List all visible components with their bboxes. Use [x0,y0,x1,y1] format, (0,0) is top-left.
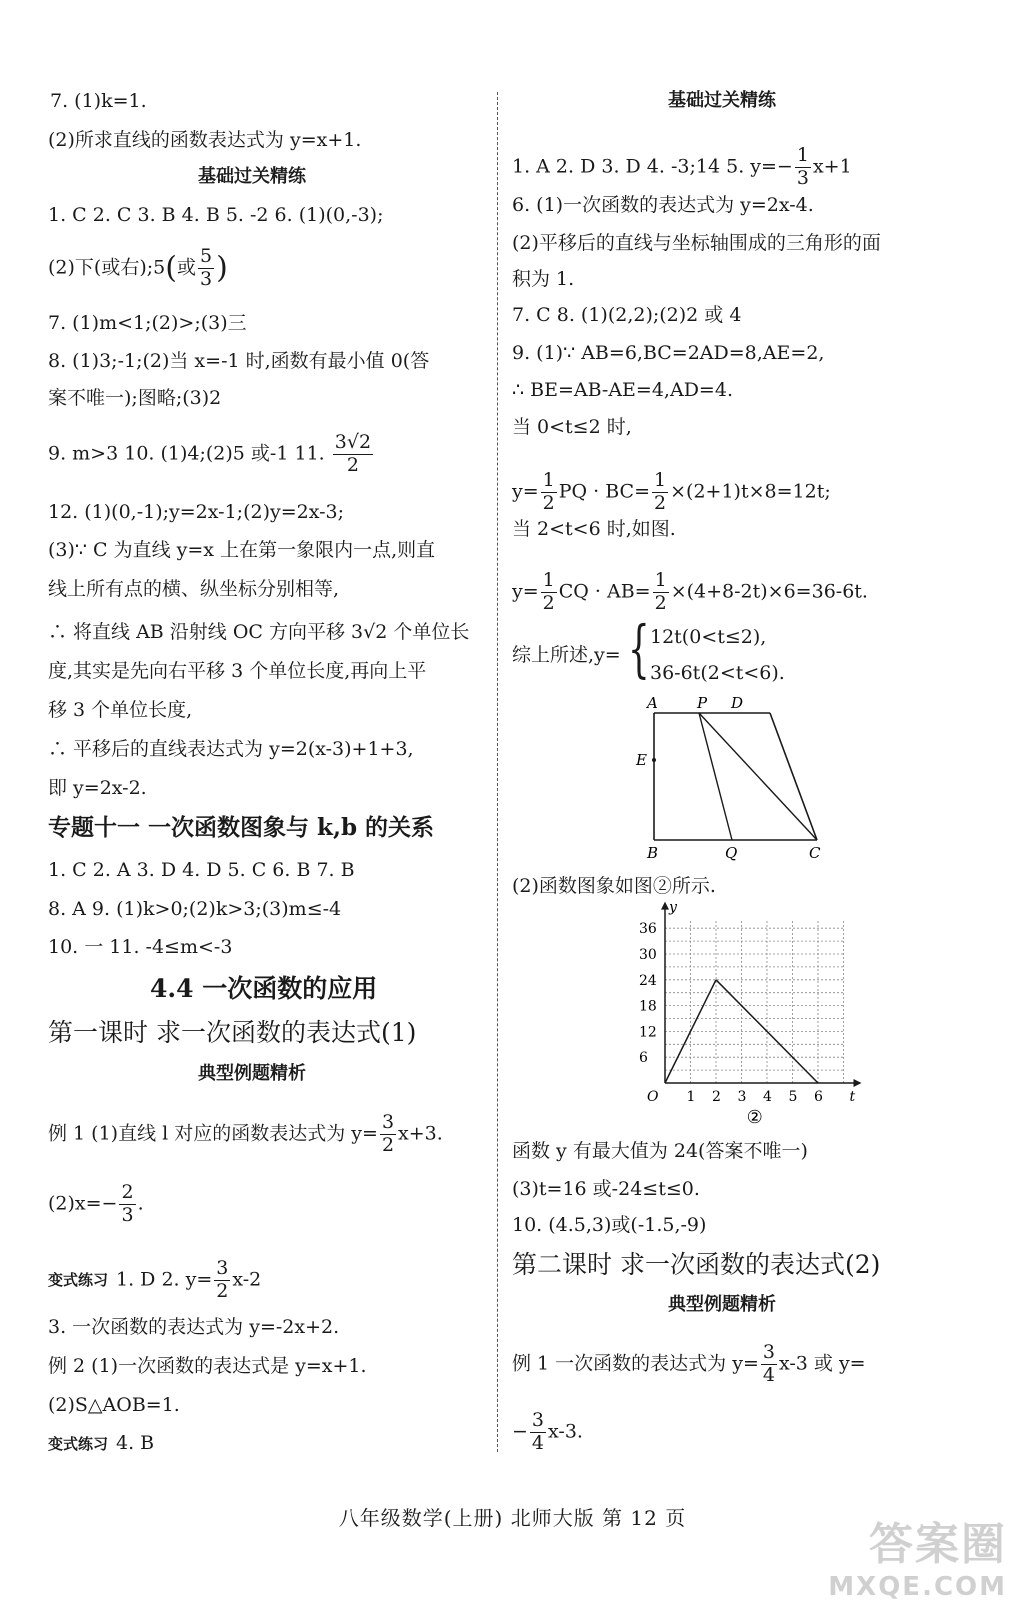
y-tick-label: 18 [639,998,657,1015]
fraction-numerator: 2 [121,1181,134,1203]
answers-1-5-end: x+1 [812,155,852,178]
fraction-denominator: 2 [216,1279,229,1302]
answer-9-max: 函数 y 有最大值为 24(答案不唯一) [512,1140,808,1162]
formula-text: y= [512,480,539,503]
y-axis-label: y [669,899,677,916]
fraction-denominator: 2 [542,591,555,614]
fraction-denominator: 4 [762,1363,775,1386]
answer-7-1: 7. (1)k=1. [50,90,147,112]
example-text-end: x-3 或 y= [778,1352,866,1375]
x-axis-label: t [849,1089,856,1105]
label-B: B [647,844,659,862]
fraction-denominator: 3 [199,267,213,290]
y-tick-label: 30 [639,947,657,963]
series-segment [665,980,716,1083]
answer-6-2: (2)下(或右);5(或 $\frac{5}{3}$ ) [48,245,228,290]
formula-text: PQ · BC= [558,480,651,503]
fraction-numerator: 3√2 [334,431,372,453]
piecewise-brace: { [628,612,650,685]
answer-12-line1: 12. (1)(0,-1);y=2x-1;(2)y=2x-3; [48,501,345,523]
answer-12-line4: ∴ 将直线 AB 沿射线 OC 方向平移 3√2 个单位长 [48,621,470,643]
example-text: 例 1 一次函数的表达式为 y= [512,1352,759,1375]
fraction-numerator: 1 [654,469,667,491]
variant-text-end: x-2 [232,1268,262,1291]
variant-practice-label: 变式练习 [48,1435,109,1453]
lesson-heading: 第一课时 求一次函数的表达式(1) [48,1018,417,1047]
fraction-numerator: 3 [381,1111,395,1133]
answer-6-2-text: (2)下(或右);5 [48,256,166,279]
fraction-denominator: 4 [531,1431,545,1454]
fraction-numerator: 1 [654,569,667,591]
function-graph [620,899,856,1130]
variant-text: 4. B [116,1432,155,1454]
label-E: E [636,751,647,769]
column-divider [497,92,498,1452]
answer-9-line4: 当 2<t<6 时,如图. [512,518,676,540]
topic-answers-10-11: 10. 一 11. -4≤m<-3 [48,936,233,958]
answer-9-line2: ∴ BE=AB-AE=4,AD=4. [512,379,733,401]
fraction-numerator: 3 [762,1341,775,1363]
y-tick-label: 36 [639,921,657,938]
x-tick-label: 2 [712,1089,721,1105]
origin-label: O [647,1089,659,1105]
answer-9-line1: 9. (1)∵ AB=6,BC=2AD=8,AE=2, [512,342,825,364]
answer-10: 10. (4.5,3)或(-1.5,-9) [512,1214,707,1236]
piecewise-case-2: 36-6t(2<t<6). [650,662,785,684]
answer-12-line3: 线上所有点的横、纵坐标分别相等, [48,578,340,600]
answer-7: 7. (1)m<1;(2)>;(3)三 [48,312,247,334]
y-tick-label: 6 [639,1050,648,1067]
example-2-part-1: 例 2 (1)一次函数的表达式是 y=x+1. [48,1355,367,1377]
answer-7-2: (2)所求直线的函数表达式为 y=x+1. [48,129,362,151]
formula-text: CQ · AB= [558,580,651,603]
fraction [541,570,557,615]
x-tick-label: 5 [788,1089,798,1105]
chapter-heading: 4.4 一次函数的应用 [150,974,378,1003]
example-1-part-2 [512,1410,583,1455]
chart-caption: ② [746,1107,763,1128]
x-axis-arrow [854,1079,862,1087]
fraction-numerator: 5 [199,245,213,267]
formula-text: ×(4+8-2t)×6=36-6t. [670,580,868,603]
answer-8-line2: 案不唯一);图略;(3)2 [48,387,222,409]
section-heading: 基础过关精练 [198,166,306,187]
label-C: C [809,844,821,862]
answers-7-8: 7. C 8. (1)(2,2);(2)2 或 4 [512,304,742,326]
fraction-denominator: 2 [542,491,555,514]
variant-practice-label: 变式练习 [48,1271,109,1290]
fraction-denominator: 2 [654,491,667,514]
label-Q: Q [725,844,738,862]
fraction-numerator: 1 [796,144,809,166]
example-1-part-2 [48,1182,144,1227]
answers-1-6: 1. C 2. C 3. B 4. B 5. -2 6. (1)(0,-3); [48,204,384,226]
answer-12-line5: 度,其实是先向右平移 3 个单位长度,再向上平 [48,660,427,682]
fraction-denominator: 2 [381,1133,395,1156]
period: . [137,1192,144,1215]
example-1-part-1 [48,1112,443,1157]
answer-9-3: (3)t=16 或-24≤t≤0. [512,1178,700,1200]
topic-heading: 专题十一 一次函数图象与 k,b 的关系 [48,814,435,841]
fraction-denominator: 2 [654,591,667,614]
example-1-text-end: x+3. [398,1122,443,1145]
fraction [198,246,214,291]
variant-practice-4 [48,1434,154,1453]
y-tick-label: 12 [639,1024,657,1041]
section-heading: 典型例题精析 [668,1294,776,1315]
answer-6-1: 6. (1)一次函数的表达式为 y=2x-4. [512,194,814,216]
answer-9-2: (2)函数图象如图②所示. [512,875,716,897]
answers-9-11-text: 9. m>3 10. (1)4;(2)5 或-1 11. [48,442,331,465]
example-2-part-2: (2)S△AOB=1. [48,1394,180,1416]
piecewise-summary-label: 综上所述,y= [512,644,621,666]
example-text-end: x-3. [548,1420,583,1443]
answer-12-line8: 即 y=2x-2. [48,777,147,799]
fraction-numerator: 3 [531,1409,545,1431]
fraction-denominator: 2 [346,453,359,476]
watermark-line1: 答案圈 [869,1519,1007,1570]
answer-9-formula1 [512,470,831,515]
fraction-numerator: 3 [216,1257,229,1279]
fraction [652,470,668,515]
answer-6-2-or: 或 [176,256,196,279]
fraction [653,570,669,615]
answer-9-line3: 当 0<t≤2 时, [512,416,632,438]
formula-text: ×(2+1)t×8=12t; [670,480,831,503]
fraction-numerator: 1 [542,569,555,591]
fraction [530,1410,546,1455]
fraction [541,470,557,515]
answers-9-11 [48,432,375,477]
section-heading: 典型例题精析 [198,1063,306,1084]
answer-9-formula2 [512,570,868,615]
fraction-numerator: 1 [542,469,555,491]
label-P: P [697,694,708,712]
formula-text: y= [512,580,539,603]
answers-1-5-text: 1. A 2. D 3. D 4. -3;14 5. y=− [512,155,793,178]
fraction [119,1182,135,1227]
x-tick-label: 3 [737,1089,747,1105]
answer-12-line2: (3)∵ C 为直线 y=x 上在第一象限内一点,则直 [48,539,436,561]
y-axis-arrow [661,902,669,910]
topic-answers-1-7: 1. C 2. A 3. D 4. D 5. C 6. B 7. B [48,859,355,881]
fraction-denominator: 3 [796,166,809,189]
answers-1-5 [512,145,852,190]
label-D: D [731,694,744,712]
page-footer: 八年级数学(上册) 北师大版 第 12 页 [338,1506,687,1530]
answer-12-line6: 移 3 个单位长度, [48,699,193,721]
x-tick-label: 6 [814,1089,823,1105]
variant-practice-3: 3. 一次函数的表达式为 y=-2x+2. [48,1316,340,1338]
topic-answers-8-9: 8. A 9. (1)k>0;(2)k>3;(3)m≤-4 [48,898,342,920]
answer-6-3: 积为 1. [512,268,575,290]
answer-6-2: (2)平移后的直线与坐标轴围成的三角形的面 [512,232,881,254]
minus-sign: − [512,1420,528,1443]
x-tick-label: 4 [763,1089,772,1105]
piecewise-case-1: 12t(0<t≤2), [650,626,767,648]
watermark-line2: MXQE.COM [828,1572,1007,1602]
x-tick-label: 1 [686,1089,696,1105]
y-tick-label: 24 [639,972,657,989]
answer-8-line1: 8. (1)3;-1;(2)当 x=-1 时,函数有最小值 0(答 [48,350,430,372]
example-1-part-1 [512,1342,866,1387]
example-1-text: 例 1 (1)直线 l 对应的函数表达式为 y= [48,1122,378,1145]
variant-text: 1. D 2. y= [116,1268,213,1291]
fraction [761,1342,777,1387]
example-1-x: (2)x=− [48,1192,118,1215]
variant-practice-1-2 [48,1258,261,1303]
lesson-heading: 第二课时 求一次函数的表达式(2) [512,1250,881,1279]
section-heading: 基础过关精练 [668,90,776,111]
watermark-logo [828,1508,1007,1602]
fraction-denominator: 3 [121,1203,134,1226]
fraction [214,1258,230,1303]
label-A: A [647,694,658,712]
fraction [380,1112,396,1157]
trapezoid-figure [635,688,835,868]
fraction [333,432,373,477]
answer-12-line7: ∴ 平移后的直线表达式为 y=2(x-3)+1+3, [48,738,414,760]
fraction [795,145,811,190]
